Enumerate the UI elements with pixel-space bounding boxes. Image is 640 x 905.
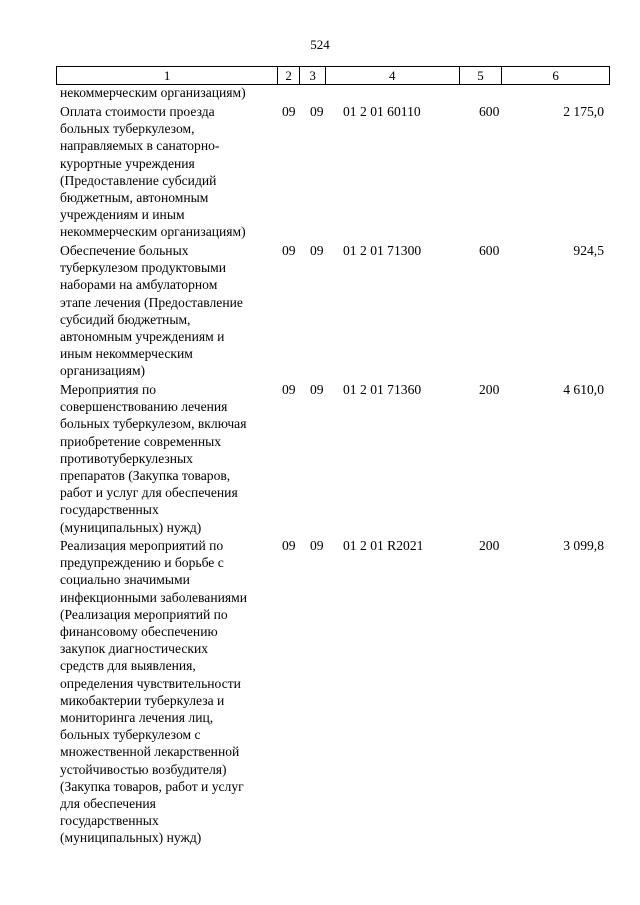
row-name (60, 537, 278, 847)
row-name-line: множественной лекарственной (60, 744, 240, 760)
row-rz: 09 (282, 243, 296, 258)
table-header (56, 66, 610, 85)
row-rz: 09 (282, 538, 296, 553)
row-name-line: (Предоставление субсидий (60, 172, 217, 188)
row-name-line: (Реализация мероприятий по (60, 606, 228, 622)
row-name-line: курортные учреждения (60, 155, 195, 171)
row-name-line: бюджетным, автономным (60, 190, 209, 206)
row-name-line: государственных (60, 813, 159, 829)
row-name-line: государственных (60, 502, 159, 518)
row-csr: 01 2 01 71300 (343, 243, 422, 258)
row-name-line: больных туберкулезом, включая (60, 416, 247, 432)
row-name-line: инфекционными заболеваниями (60, 589, 248, 605)
row-name-line: микобактерии туберкулеза и (60, 692, 225, 708)
row-csr: 01 2 01 R2021 (343, 538, 424, 553)
row-pr: 09 (310, 104, 324, 119)
row-vr: 200 (479, 538, 500, 553)
row-name-line: препаратов (Закупка товаров, (60, 468, 231, 484)
row-name-line: субсидий бюджетным, (60, 311, 191, 327)
row-name-line: наборами на амбулаторном (60, 277, 218, 293)
row-sum: 3 099,8 (563, 538, 604, 553)
row-name-line: этапе лечения (Предоставление (60, 294, 243, 310)
row-rz: 09 (282, 382, 296, 397)
row-name-line: предупреждению и борьбе с (60, 555, 224, 571)
header-col-6: 6 (552, 68, 559, 83)
row-name-line: Обеспечение больных (60, 243, 189, 258)
row-name-line: организациям) (60, 363, 146, 379)
row-name-line: финансовому обеспечению (60, 624, 218, 640)
row-name-line: противотуберкулезных (60, 450, 193, 466)
row-pr: 09 (310, 538, 324, 553)
header-col-3: 3 (300, 67, 326, 84)
row-name-line: (Закупка товаров, работ и услуг (60, 778, 244, 794)
row-name-line: больных туберкулезом с (60, 727, 201, 743)
row-name (60, 103, 278, 241)
row-sum: 4 610,0 (563, 382, 604, 397)
row-sum: 2 175,0 (563, 104, 604, 119)
row-vr: 200 (479, 382, 500, 397)
row-rz: 09 (282, 104, 296, 119)
row-name-line: совершенствованию лечения (60, 399, 228, 415)
row-name-line: автономным учреждениям и (60, 329, 225, 345)
row-name-line: приобретение современных (60, 433, 222, 449)
row-name-line: закупок диагностических (60, 641, 209, 657)
row-name-line: работ и услуг для обеспечения (60, 485, 238, 501)
header-col-4: 4 (326, 67, 460, 84)
row-name-line: (муниципальных) нужд) (60, 519, 202, 535)
row-name-line: средств для выявления, (60, 658, 196, 674)
row-vr: 600 (479, 243, 500, 258)
header-col-2: 2 (278, 67, 300, 84)
row-name-line: больных туберкулезом, (60, 121, 195, 137)
row-csr: 01 2 01 71360 (343, 382, 422, 397)
row-name-line: учреждениям и иным (60, 207, 185, 223)
row-name (60, 242, 278, 380)
continuation-text: некоммерческим организациям) (60, 85, 246, 100)
row-name-line: Мероприятия по (60, 382, 157, 397)
header-col-5: 5 (460, 67, 503, 84)
row-pr: 09 (310, 243, 324, 258)
row-name-line: (муниципальных) нужд) (60, 830, 202, 846)
row-pr: 09 (310, 382, 324, 397)
row-name-line: туберкулезом продуктовыми (60, 260, 226, 276)
row-name-line: определения чувствительности (60, 675, 241, 691)
row-name-line: некоммерческим организациям) (60, 224, 246, 240)
row-name-line: Оплата стоимости проезда (60, 104, 215, 119)
row-name-line: устойчивостью возбудителя) (60, 761, 227, 777)
header-col-1: 1 (57, 67, 278, 84)
row-name-line: мониторинга лечения лиц, (60, 710, 214, 726)
row-name-line: иным некоммерческим (60, 346, 193, 362)
row-name (60, 381, 278, 536)
row-name-line: социально значимыми (60, 572, 190, 588)
row-name-line: Реализация мероприятий по (60, 538, 224, 553)
page-number: 524 (310, 37, 330, 52)
row-sum: 924,5 (573, 243, 604, 258)
row-name-line: для обеспечения (60, 796, 156, 812)
row-vr: 600 (479, 104, 500, 119)
row-csr: 01 2 01 60110 (343, 104, 421, 119)
row-name-line: направляемых в санаторно- (60, 138, 220, 154)
